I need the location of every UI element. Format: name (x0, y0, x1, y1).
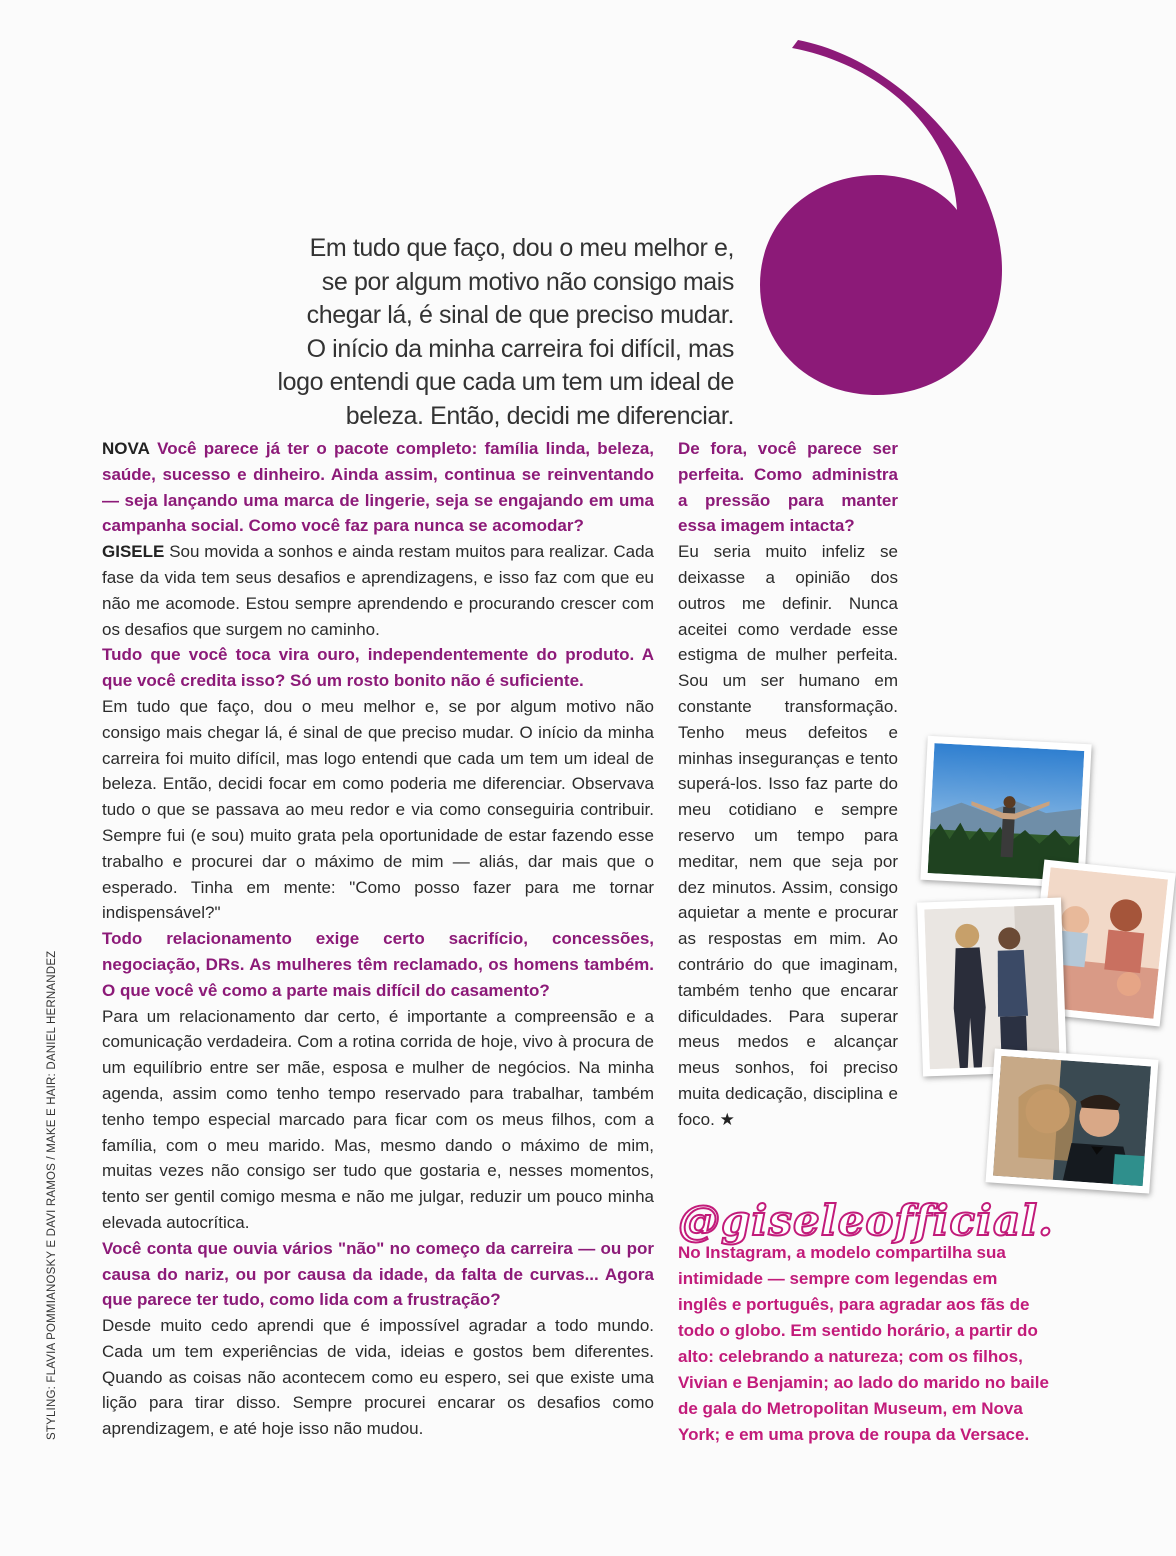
pull-quote-line: chegar lá, é sinal de que preciso mudar. (306, 301, 734, 329)
question-5: De fora, você parece ser perfeita. Como administra a pressão para manter essa imagem intacta? (678, 439, 898, 536)
speaker-nova: NOVA (102, 439, 150, 458)
photo-met-gala (986, 1048, 1159, 1193)
interview-column-left (102, 436, 654, 1442)
pull-quote-line: logo entendi que cada um tem um ideal de (277, 368, 734, 396)
answer-2: Em tudo que faço, dou o meu melhor e, se por algum motivo não consigo mais chegar lá, é sinal de que preciso mudar. O início da minha carreira foi muito difícil, mas logo entendi que cada um tem um ideal de beleza. Então, decidi focar em como poderia me diferenciar. Observava tudo o que se passava ao meu redor e via como conseguiria contribuir. Sempre fui (e sou) muito grata pela oportunidade de estar fazendo esse trabalho e procurei dar o máximo de mim — aliás, dar mais que o esperado. Tinha em mente: "Como posso fazer para me tornar indispensável?" (102, 696, 654, 923)
answer-5 (678, 539, 898, 1132)
end-star-icon: ★ (719, 1109, 735, 1129)
answer-3: Para um relacionamento dar certo, é importante a compreensão e a comunicação verdadeira. Com a rotina corrida de hoje, vivo à procura de um equilíbrio entre ser mãe, esposa e mulher de negócios. Na minha agenda, assim como tenho tempo reservado para trabalhar, também tenho tempo especial marcado para ficar com os meus filhos, com a família, com o meu marido. Mas, mesmo dando o máximo de mim, muitas vezes não consigo ser tudo que gostaria e, nesses momentos, tento ser gentil comigo mesma e não me julgar, reduzir um pouco minha elevada autocrítica. (102, 1006, 654, 1232)
photo-caption: No Instagram, a modelo compartilha sua intimidade — sempre com legendas em inglês e português, para agradar aos fãs de todo o globo. Em sentido horário, a partir do alto: celebrando a natureza; com os filhos, Vivian e Benjamin; ao lado do marido no baile de gala do Metropolitan Museum, em Nova York; e em uma prova de roupa da Versace. (678, 1243, 1049, 1444)
interview-column-right (678, 436, 898, 1133)
instagram-handle: @giseleofficial. (678, 1196, 1054, 1245)
question-3: Todo relacionamento exige certo sacrifício, concessões, negociação, DRs. As mulheres têm reclamado, os homens também. O que você vê como a parte mais difícil do casamento? (102, 929, 654, 1000)
pull-quote-line: se por algum motivo não consigo mais (321, 267, 734, 296)
answer-1 (102, 539, 654, 642)
question-4: Você conta que ouvia vários "não" no começo da carreira — ou por causa do nariz, ou por causa da idade, da falta de curvas... Agora que parece ter tudo, como lida com a frustração? (102, 1238, 654, 1310)
pull-quote-line: O início da minha carreira foi difícil, mas (306, 334, 734, 363)
quote-mark-icon (752, 40, 1012, 400)
answer-text: Eu seria muito infeliz se deixasse a opinião dos outros me definir. Nunca aceitei como verdade esse estigma de mulher perfeita. Sou um ser humano em constante transformação. Tenho meus defeitos e minhas inseguranças e tento superá-los. Isso faz parte do meu cotidiano e sempre reservo um tempo para meditar, nem que seja por dez minutos. Assim, consigo aquietar a mente e procurar as respostas em mim. Ao contrário do que imaginam, também tenho que encarar dificuldades. Para superar meus medos e alcançar meus sonhos, foi preciso muita dedicação, disciplina e foco. (678, 542, 898, 1129)
photo-met-gala-image (993, 1056, 1151, 1186)
question-2: Tudo que você toca vira ouro, independentemente do produto. A que você credita isso? Só um rosto bonito não é suficiente. (102, 645, 654, 691)
answer-4: Desde muito cedo aprendi que é impossível agradar a todo mundo. Cada um tem experiências de vida, ideias e gostos bem diferentes. Quando as coisas não acontecem como eu espero, sei que existe uma lição para tirar disso. Sempre procurei encarar os desafios como aprendizagem, e até hoje isso não mudou. (102, 1316, 654, 1439)
photo-nature-image (928, 743, 1085, 881)
styling-credit: STYLING: FLAVIA POMMIANOSKY E DAVI RAMOS / MAKE E HAIR: DANIEL HERNANDEZ (46, 950, 58, 1440)
answer-text: Sou movida a sonhos e ainda restam muitos para realizar. Cada fase da vida tem seus desafios e aprendizagens, e isso faz com que eu não me acomode. Estou sempre aprendendo e procurando crescer com os desafios que surgem no caminho. (102, 542, 654, 639)
pull-quote (270, 232, 734, 433)
pull-quote-line: beleza. Então, decidi me diferenciar. (345, 401, 734, 430)
question-text: Você parece já ter o pacote completo: família linda, beleza, saúde, sucesso e dinheiro. Ainda assim, continua se reinventando — seja lançando uma marca de lingerie, seja se engajando em uma campanha social. Como você faz para nunca se acomodar? (102, 439, 654, 536)
pull-quote-line: Em tudo que faço, dou o meu melhor e, (309, 234, 734, 262)
question-1 (102, 436, 654, 539)
photo-fitting (917, 898, 1067, 1077)
photo-fitting-image (924, 905, 1060, 1069)
speaker-gisele: GISELE (102, 542, 165, 562)
